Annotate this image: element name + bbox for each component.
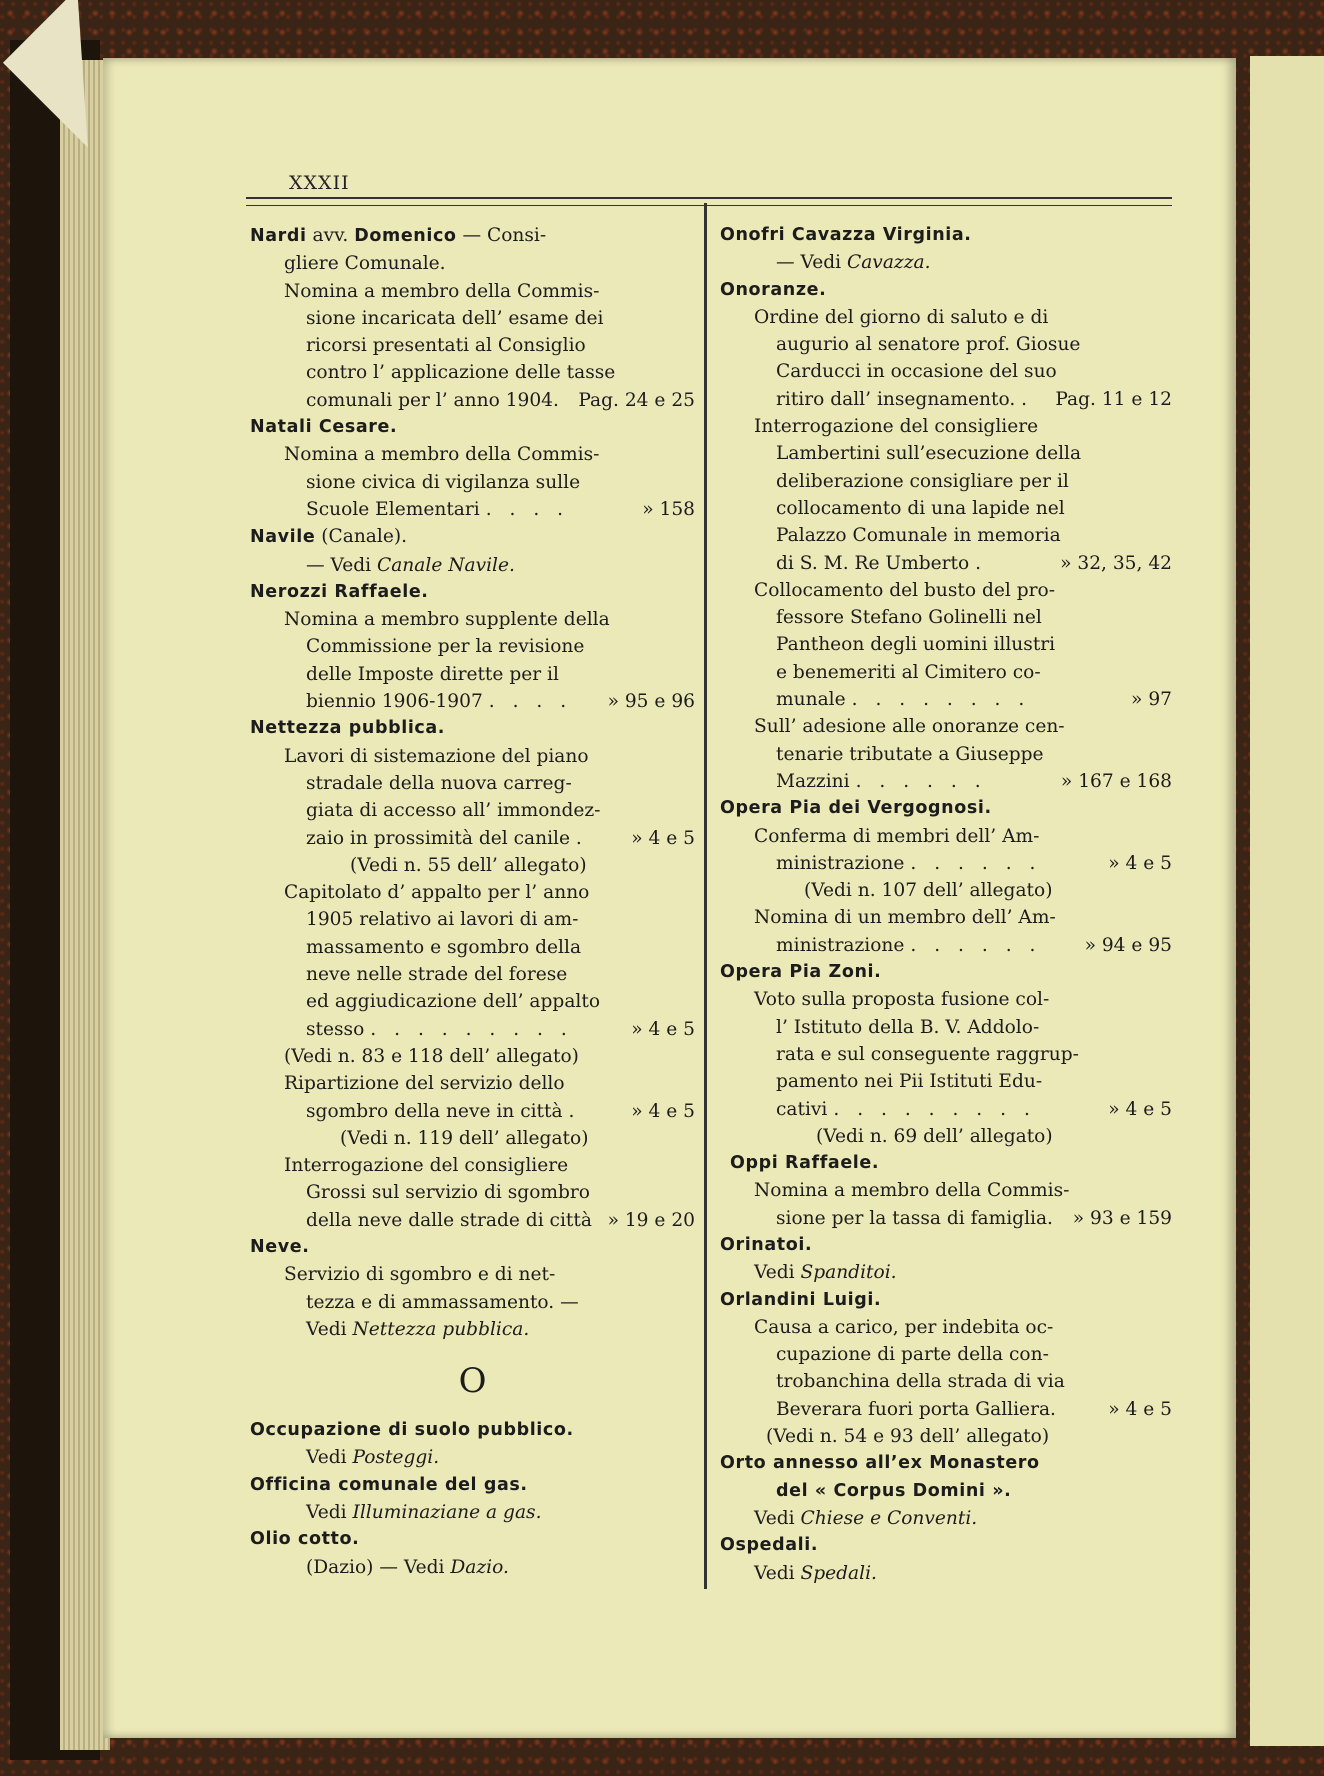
see-target: Posteggi. bbox=[352, 1447, 440, 1469]
entry-text: gliere Comunale. bbox=[284, 253, 446, 275]
entry-heading: Nettezza pubblica. bbox=[250, 718, 446, 739]
entry-text: stesso bbox=[306, 1018, 365, 1040]
entry-text: Grossi sul servizio di sgombro bbox=[306, 1182, 590, 1204]
page-reference: » 167 e 168 bbox=[1060, 770, 1172, 792]
entry-text: augurio al senatore prof. Giosue bbox=[776, 334, 1081, 356]
entry-heading: Neve. bbox=[250, 1236, 310, 1257]
entry-heading: del « Corpus Domini ». bbox=[776, 1480, 1012, 1501]
entry-text: ed aggiudicazione dell’ appalto bbox=[306, 991, 601, 1013]
entry-heading: Officina comunale del gas. bbox=[250, 1474, 528, 1495]
page-reference: » 4 e 5 bbox=[631, 827, 695, 849]
entry-heading: Nerozzi Raffaele. bbox=[250, 581, 429, 602]
entry-text: stradale della nuova carreg- bbox=[306, 772, 572, 794]
entry-text: Mazzini bbox=[776, 770, 850, 792]
see-target: Nettezza pubblica. bbox=[352, 1318, 530, 1340]
entry-text: sgombro della neve in città . bbox=[306, 1100, 575, 1122]
allegato-reference: (Vedi n. 54 e 93 dell’ allegato) bbox=[766, 1426, 1050, 1448]
entry-text: sione civica di vigilanza sulle bbox=[306, 471, 581, 493]
entry-text: Ordine del giorno di saluto e di bbox=[754, 306, 1049, 328]
header-rule bbox=[246, 197, 1172, 206]
entry-text: collocamento di una lapide nel bbox=[776, 497, 1065, 519]
index-subentry bbox=[250, 1261, 695, 1343]
leader-dots: . . . . . . . . . bbox=[833, 1098, 1036, 1120]
entry-heading: Olio cotto. bbox=[250, 1529, 360, 1550]
entry-text: Nomina a membro della Commis- bbox=[754, 1180, 1070, 1202]
index-subentry bbox=[250, 743, 695, 879]
leader-dots: . . . . . . . . . bbox=[370, 1018, 573, 1040]
entry-text: della neve dalle strade di città bbox=[306, 1209, 592, 1231]
page-reference: » 32, 35, 42 bbox=[1060, 552, 1172, 574]
see-reference: Vedi bbox=[306, 1502, 353, 1524]
see-reference: (Dazio) — Vedi bbox=[306, 1556, 451, 1578]
see-target: Cavazza. bbox=[847, 252, 931, 274]
entry-text: Servizio di sgombro e di net- bbox=[284, 1264, 556, 1286]
allegato-reference: (Vedi n. 55 dell’ allegato) bbox=[350, 854, 587, 876]
leader-dots: . . . . . . bbox=[910, 934, 1042, 956]
index-entry bbox=[250, 1417, 695, 1472]
entry-text: comunali per l’ anno 1904. bbox=[306, 389, 559, 411]
entry-text: Ripartizione del servizio dello bbox=[284, 1073, 565, 1095]
index-subentry bbox=[720, 986, 1172, 1150]
section-letter: O bbox=[458, 1361, 487, 1402]
page-reference: » 4 e 5 bbox=[1108, 1398, 1172, 1420]
see-target: Dazio. bbox=[450, 1556, 509, 1578]
entry-text: giata di accesso all’ immondez- bbox=[306, 800, 601, 822]
see-target: Canale Navile. bbox=[377, 554, 515, 576]
index-subentry bbox=[720, 823, 1172, 905]
index-subentry bbox=[250, 879, 695, 1070]
page-reference: » 93 e 159 bbox=[1072, 1207, 1172, 1229]
entry-text: ministrazione bbox=[776, 934, 905, 956]
entry-text: Nomina di un membro dell’ Am- bbox=[754, 907, 1056, 929]
entry-text: Voto sulla proposta fusione col- bbox=[754, 989, 1050, 1011]
page-reference: » 97 bbox=[1131, 689, 1172, 711]
entry-text: Nomina a membro della Commis- bbox=[284, 280, 600, 302]
entry-text: avv. bbox=[306, 225, 355, 246]
entry-text: (Canale). bbox=[315, 526, 407, 548]
entry-text: tezza e di ammassamento. — bbox=[306, 1291, 579, 1313]
entry-text: delle Imposte dirette per il bbox=[306, 663, 559, 685]
entry-text: Interrogazione del consigliere bbox=[284, 1155, 569, 1177]
index-subentry bbox=[250, 1070, 695, 1152]
index-entry bbox=[720, 1232, 1172, 1287]
entry-text: sione per la tassa di famiglia. bbox=[776, 1207, 1053, 1229]
allegato-reference: (Vedi n. 119 dell’ allegato) bbox=[340, 1127, 589, 1149]
entry-text: trobanchina della strada di via bbox=[776, 1371, 1065, 1393]
leader-dots: . . . . . . bbox=[910, 852, 1042, 874]
see-target: Spedali. bbox=[800, 1562, 877, 1584]
index-subentry bbox=[250, 441, 695, 523]
page-reference: » 158 bbox=[642, 498, 695, 520]
entry-text: Lambertini sull’esecuzione della bbox=[776, 443, 1082, 465]
index-subentry bbox=[720, 904, 1172, 959]
entry-text: cativi bbox=[776, 1098, 828, 1120]
entry-text: e benemeriti al Cimitero co- bbox=[776, 661, 1041, 683]
index-subentry bbox=[720, 304, 1172, 413]
allegato-reference: (Vedi n. 69 dell’ allegato) bbox=[816, 1125, 1053, 1147]
index-entry bbox=[720, 222, 1172, 277]
index-subentry bbox=[250, 1152, 695, 1234]
entry-text: ritiro dall’ insegnamento. . bbox=[776, 388, 1028, 410]
facing-page-edge bbox=[1250, 56, 1324, 1746]
entry-text: Carducci in occasione del suo bbox=[776, 361, 1057, 383]
entry-text: Nomina a membro supplente della bbox=[284, 609, 610, 631]
see-target: Illuminaziane a gas. bbox=[352, 1502, 542, 1524]
entry-text: deliberazione consigliare per il bbox=[776, 470, 1069, 492]
entry-heading: Oppi Raffaele. bbox=[730, 1153, 880, 1174]
see-reference: Vedi bbox=[306, 1447, 353, 1469]
entry-text: contro l’ applicazione delle tasse bbox=[306, 362, 616, 384]
see-target: Spanditoi. bbox=[800, 1262, 897, 1284]
entry-text: sione incaricata dell’ esame dei bbox=[306, 307, 604, 329]
entry-text: Lavori di sistemazione del piano bbox=[284, 745, 589, 767]
index-subentry bbox=[250, 278, 695, 414]
entry-heading: Natali Cesare. bbox=[250, 417, 398, 438]
entry-text: Nomina a membro della Commis- bbox=[284, 444, 600, 466]
allegato-reference: (Vedi n. 83 e 118 dell’ allegato) bbox=[284, 1045, 579, 1067]
index-subentry bbox=[720, 577, 1172, 713]
entry-text: Commissione per la revisione bbox=[306, 636, 585, 658]
entry-text: fessore Stefano Golinelli nel bbox=[776, 607, 1042, 629]
see-reference: Vedi bbox=[754, 1507, 801, 1529]
page-reference: » 4 e 5 bbox=[631, 1018, 695, 1040]
entry-text: Capitolato d’ appalto per l’ anno bbox=[284, 882, 590, 904]
entry-text: Palazzo Comunale in memoria bbox=[776, 525, 1061, 547]
entry-text: neve nelle strade del forese bbox=[306, 964, 568, 986]
page-reference: » 4 e 5 bbox=[1108, 1098, 1172, 1120]
entry-heading: Nardi bbox=[250, 226, 307, 246]
entry-text: zaio in prossimità del canile . bbox=[306, 827, 582, 849]
entry-heading: Opera Pia dei Vergognosi. bbox=[720, 798, 992, 819]
index-subentry bbox=[720, 413, 1172, 577]
entry-heading: Domenico bbox=[354, 226, 457, 246]
entry-text: ricorsi presentati al Consiglio bbox=[306, 335, 586, 357]
entry-heading: Onoranze. bbox=[720, 279, 827, 300]
entry-heading: Occupazione di suolo pubblico. bbox=[250, 1420, 574, 1441]
entry-heading: Onofri Cavazza Virginia. bbox=[720, 225, 972, 245]
index-entry bbox=[720, 1450, 1172, 1532]
entry-heading: Orto annesso all’ex Monastero bbox=[720, 1453, 1040, 1474]
entry-text: di S. M. Re Umberto . bbox=[776, 552, 982, 574]
index-subentry bbox=[250, 606, 695, 715]
entry-text: 1905 relativo ai lavori di am- bbox=[306, 909, 579, 931]
entry-text: — Consi- bbox=[456, 225, 547, 246]
leader-dots: . . . . . . bbox=[855, 770, 987, 792]
index-entry bbox=[720, 1532, 1172, 1587]
see-reference: Vedi bbox=[754, 1562, 801, 1584]
entry-text: Sull’ adesione alle onoranze cen- bbox=[754, 716, 1065, 738]
page-reference: » 95 e 96 bbox=[607, 691, 695, 713]
entry-text: massamento e sgombro della bbox=[306, 936, 582, 958]
entry-heading: Orinatoi. bbox=[720, 1234, 813, 1255]
page-reference: Pag. 24 e 25 bbox=[578, 389, 695, 411]
index-subentry bbox=[720, 1177, 1172, 1232]
index-entry bbox=[250, 222, 695, 278]
entry-text: tenarie tributate a Giuseppe bbox=[776, 743, 1044, 765]
index-subentry bbox=[720, 713, 1172, 795]
entry-text: munale bbox=[776, 689, 846, 711]
right-column bbox=[720, 222, 1172, 1587]
page-reference: » 94 e 95 bbox=[1084, 934, 1172, 956]
entry-text: Interrogazione del consigliere bbox=[754, 416, 1039, 438]
allegato-reference: (Vedi n. 107 dell’ allegato) bbox=[804, 880, 1053, 902]
see-reference: Vedi bbox=[754, 1262, 801, 1284]
entry-heading: Orlandini Luigi. bbox=[720, 1289, 882, 1310]
see-target: Chiese e Conventi. bbox=[800, 1507, 978, 1529]
index-entry bbox=[250, 1472, 695, 1527]
column-divider bbox=[704, 203, 707, 1589]
entry-heading: Navile bbox=[250, 527, 316, 548]
see-reference: Vedi bbox=[306, 1318, 353, 1340]
entry-text: Pantheon degli uomini illustri bbox=[776, 634, 1056, 656]
left-column bbox=[250, 222, 695, 1581]
entry-text: Conferma di membri dell’ Am- bbox=[754, 825, 1040, 847]
page-number: XXXII bbox=[289, 172, 350, 194]
entry-text: Scuole Elementari bbox=[306, 498, 480, 520]
entry-text: Causa a carico, per indebita oc- bbox=[754, 1316, 1054, 1338]
entry-text: cupazione di parte della con- bbox=[776, 1344, 1049, 1366]
see-reference: — Vedi bbox=[776, 252, 847, 274]
entry-text: l’ Istituto della B. V. Addolo- bbox=[776, 1016, 1040, 1038]
index-entry bbox=[250, 1526, 695, 1581]
leader-dots: . . . . bbox=[488, 691, 573, 713]
entry-text: rata e sul conseguente raggrup- bbox=[776, 1043, 1079, 1065]
leader-dots: . . . . . . . . bbox=[851, 689, 1031, 711]
see-reference: — Vedi bbox=[306, 554, 377, 576]
page-reference: Pag. 11 e 12 bbox=[1055, 388, 1172, 410]
entry-text: pamento nei Pii Istituti Edu- bbox=[776, 1071, 1043, 1093]
entry-text: ministrazione bbox=[776, 852, 905, 874]
entry-heading: Opera Pia Zoni. bbox=[720, 962, 882, 983]
entry-text: Beverara fuori porta Galliera. bbox=[776, 1398, 1056, 1420]
page-reference: » 4 e 5 bbox=[631, 1100, 695, 1122]
entry-heading: Ospedali. bbox=[720, 1535, 819, 1556]
page-reference: » 19 e 20 bbox=[607, 1209, 695, 1231]
index-subentry bbox=[720, 1314, 1172, 1450]
entry-text: Collocamento del busto del pro- bbox=[754, 579, 1055, 601]
leader-dots: . . . . bbox=[485, 498, 570, 520]
entry-text: biennio 1906-1907 bbox=[306, 691, 483, 713]
page-reference: » 4 e 5 bbox=[1108, 852, 1172, 874]
